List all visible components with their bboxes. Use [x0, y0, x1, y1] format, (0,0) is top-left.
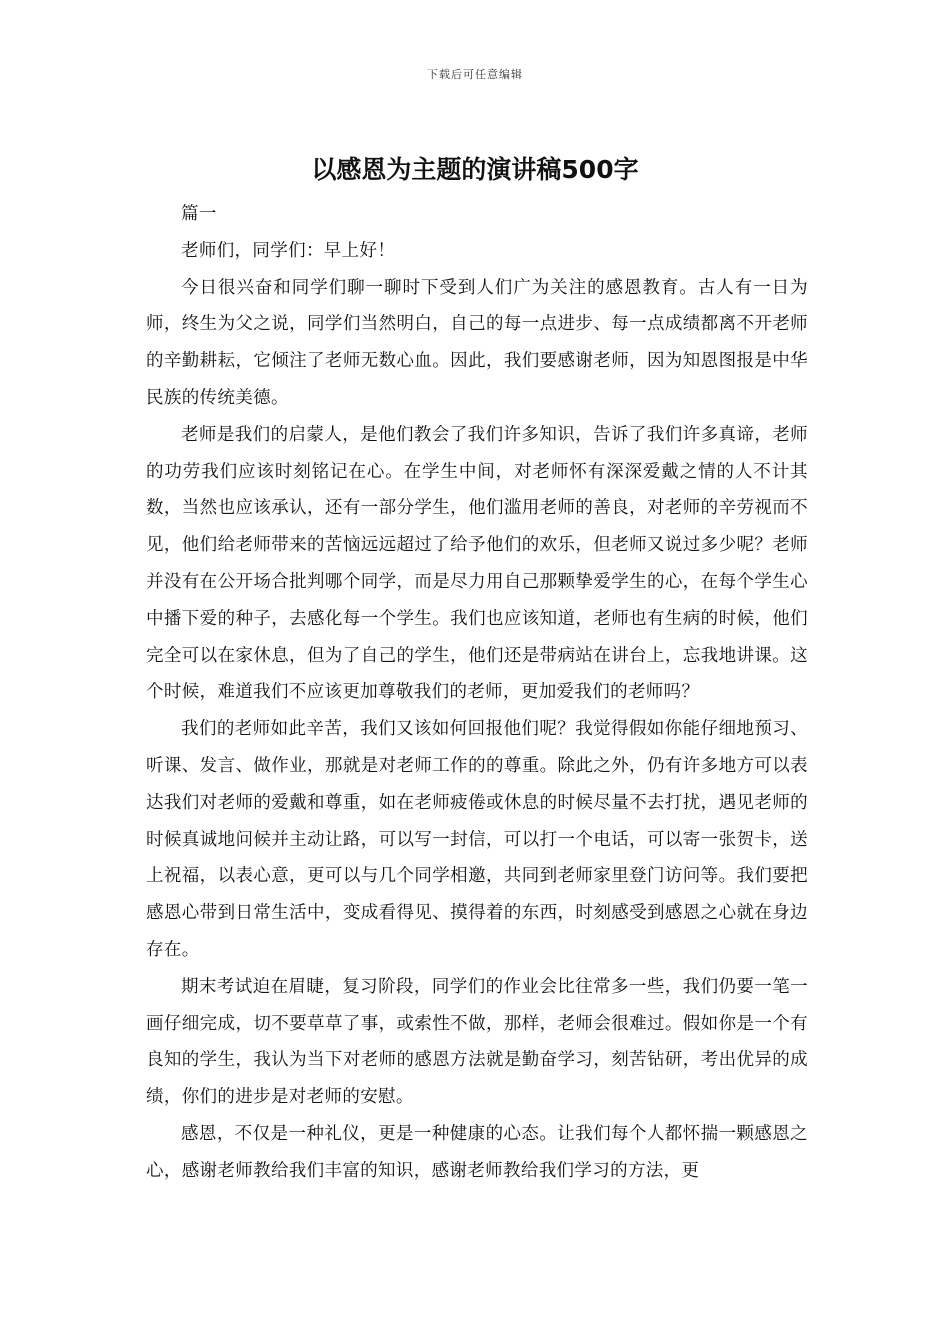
- header-note: 下载后可任意编辑: [427, 68, 523, 81]
- body-paragraph: 我们的老师如此辛苦，我们又该如何回报他们呢？我觉得假如你能仔细地预习、听课、发言、做作业，那就是对老师工作的的尊重。除此之外，仍有许多地方可以表达我们对老师的爱戴和尊重，如在老师疲倦或休息的时候尽量不去打扰，遇见老师的时候真诚地问候并主动让路，可以写一封信，可以打一个电话，可以寄一张贺卡，送上祝福，以表心意，更可以与几个同学相邀，共同到老师家里登门访问等。我们要把感恩心带到日常生活中，变成看得见、摸得着的东西，时刻感受到感恩之心就在身边存在。: [146, 719, 808, 960]
- section-label: 篇一: [181, 204, 217, 224]
- document-title: 以感恩为主题的演讲稿500字: [311, 155, 639, 184]
- body-paragraph: 感恩，不仅是一种礼仪，更是一种健康的心态。让我们每个人都怀揣一颗感恩之心，感谢老师教给我们丰富的知识，感谢老师教给我们学习的方法，更: [146, 1123, 808, 1181]
- body-paragraph: 今日很兴奋和同学们聊一聊时下受到人们广为关注的感恩教育。古人有一日为师，终生为父之说，同学们当然明白，自己的每一点进步、每一点成绩都离不开老师的辛勤耕耘，它倾注了老师无数心血。因此，我们要感谢老师，因为知恩图报是中华民族的传统美德。: [146, 277, 808, 408]
- body-paragraph: 老师是我们的启蒙人，是他们教会了我们许多知识，告诉了我们许多真谛，老师的功劳我们应该时刻铭记在心。在学生中间，对老师怀有深深爱戴之情的人不计其数，当然也应该承认，还有一部分学生，他们滥用老师的善良，对老师的辛劳视而不见，他们给老师带来的苦恼远远超过了给予他们的欢乐，但老师又说过多少呢？老师并没有在公开场合批判哪个同学，而是尽力用自己那颗挚爱学生的心，在每个学生心中播下爱的种子，去感化每一个学生。我们也应该知道，老师也有生病的时候，他们完全可以在家休息，但为了自己的学生，他们还是带病站在讲台上，忘我地讲课。这个时候，难道我们不应该更加尊敬我们的老师，更加爱我们的老师吗？: [146, 424, 808, 703]
- greeting-paragraph: 老师们，同学们：早上好！: [181, 240, 396, 261]
- document-body: [146, 196, 808, 1190]
- body-paragraph: 期末考试迫在眉睫，复习阶段，同学们的作业会比往常多一些，我们仍要一笔一画仔细完成，切不要草草了事，或索性不做，那样，老师会很难过。假如你是一个有良知的学生，我认为当下对老师的感恩方法就是勤奋学习，刻苦钻研，考出优异的成绩，你们的进步是对老师的安慰。: [146, 976, 808, 1108]
